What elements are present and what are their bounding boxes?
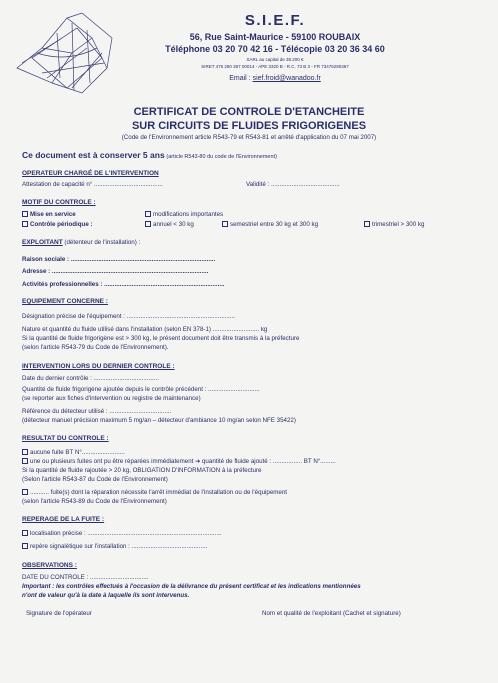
conserve-notice bbox=[22, 150, 277, 160]
checkbox-icon bbox=[22, 458, 28, 464]
attestation-field[interactable]: Attestation de capacité n° ........................................ bbox=[22, 181, 163, 188]
email-link[interactable]: sief.froid@wanadoo.fr bbox=[252, 75, 321, 82]
section-reperage: REPERAGE DE LA FUITE : bbox=[22, 516, 105, 523]
trimestriel-label: trimestriel > 300 kg bbox=[372, 221, 425, 228]
signature-exploitant: Nom et qualité de l'exploitant (Cachet et signature) bbox=[262, 610, 401, 617]
modifications-checkbox[interactable] bbox=[145, 211, 223, 218]
article-r543-87: (Selon l'article R543-87 du Code de l'Environnement) bbox=[22, 476, 168, 483]
repere-checkbox[interactable] bbox=[22, 543, 207, 550]
checkbox-icon bbox=[22, 449, 28, 455]
aucune-fuite-label: aucune fuite BT N°......................... bbox=[30, 449, 125, 456]
checkbox-icon bbox=[22, 221, 28, 227]
date-dernier-controle-field[interactable]: Date du dernier contrôle : ...................................... bbox=[22, 375, 159, 382]
quantite-ajoutee-field[interactable]: Quantité de fluide frigorigène ajoutée depuis le contrôle précédent : .............................. bbox=[22, 386, 260, 393]
section-intervention: INTERVENTION LORS DU DERNIER CONTROLE : bbox=[22, 363, 175, 370]
important-line-2: n'ont de valeur qu'à la date à laquelle ils sont intervenus. bbox=[22, 592, 190, 599]
annuel-checkbox[interactable] bbox=[145, 221, 194, 228]
title-line-2: SUR CIRCUITS DE FLUIDES FRIGORIGENES bbox=[131, 120, 367, 132]
date-controle-field[interactable]: DATE DU CONTROLE : .................................. bbox=[22, 574, 149, 581]
trimestriel-checkbox[interactable] bbox=[364, 221, 424, 228]
modifications-label: modifications importantes bbox=[153, 211, 224, 218]
exploitant-heading: EXPLOITANT bbox=[22, 239, 63, 246]
company-phone: Téléphone 03 20 70 42 16 - Télécopie 03 20 36 34 60 bbox=[165, 44, 385, 54]
company-siret: SIRET 476 280 367 00014 - APE 3320 B - R.C. 73 B 3 - FR 73476280367 bbox=[201, 64, 349, 69]
section-exploitant bbox=[22, 239, 140, 246]
adresse-field[interactable]: Adresse : ........................................................................................... bbox=[22, 268, 209, 275]
checkbox-icon bbox=[364, 221, 370, 227]
checkbox-icon bbox=[222, 221, 228, 227]
section-resultat: RESULTAT DU CONTROLE : bbox=[22, 435, 109, 442]
company-name: S.I.E.F. bbox=[244, 12, 306, 29]
conserve-text: Ce document est à conserver 5 ans bbox=[22, 150, 165, 160]
aucune-fuite-checkbox[interactable] bbox=[22, 449, 125, 456]
equipement-article: (selon l'article R543-79 du Code de l'Environnement). bbox=[22, 344, 169, 351]
checkbox-icon bbox=[145, 211, 151, 217]
fuites-reparees-label: une ou plusieurs fuites ont pu être réparées immédiatement ➔ quantité de fluide ajouté : ................. BT N°......... bbox=[30, 458, 336, 465]
detecteur-note: (détecteur manuel précision maximum 5 mg/an – détecteur d'ambiance 10 mg/an selon NFE 35422) bbox=[22, 417, 296, 424]
nature-field[interactable]: Nature et quantité du fluide utilisé dans l'installation (selon EN 378-1) ........................... kg bbox=[22, 326, 268, 333]
obligation-note: Si la quantité de fluide rajoutée > 20 kg, OBLIGATION D'INFORMATION à la préfecture bbox=[22, 467, 262, 474]
checkbox-icon bbox=[22, 543, 28, 549]
mise-en-service-checkbox[interactable] bbox=[22, 211, 76, 218]
controle-periodique-checkbox[interactable] bbox=[22, 221, 93, 228]
reference-detecteur-field[interactable]: Référence du détecteur utilisé : .................................... bbox=[22, 408, 172, 415]
fuites-reparees-checkbox[interactable] bbox=[22, 458, 336, 465]
exploitant-note: (détenteur de l'installation) : bbox=[64, 239, 141, 246]
sief-logo bbox=[12, 8, 122, 100]
controle-periodique-label: Contrôle périodique : bbox=[30, 221, 93, 228]
section-observations: OBSERVATIONS : bbox=[22, 562, 77, 569]
localisation-checkbox[interactable] bbox=[22, 530, 222, 537]
section-operateur: OPERATEUR CHARGÉ DE L'INTERVENTION bbox=[22, 170, 159, 177]
email-label: Email : bbox=[229, 75, 251, 82]
checkbox-icon bbox=[22, 530, 28, 536]
important-line-1: Important : les contrôles effectués à l'occasion de la délivrance du présent certificat et les indications mentionnées bbox=[22, 583, 361, 590]
section-equipement: EQUIPEMENT CONCERNE : bbox=[22, 298, 108, 305]
checkbox-icon bbox=[22, 211, 28, 217]
semestriel-label: semestriel entre 30 kg et 300 kg bbox=[230, 221, 319, 228]
title-line-1: CERTIFICAT DE CONTROLE D'ETANCHEITE bbox=[133, 106, 365, 118]
semestriel-checkbox[interactable] bbox=[222, 221, 318, 228]
validite-field[interactable]: Validité : ........................................ bbox=[246, 181, 340, 188]
intervention-note: (se reporter aux fiches d'intervention ou registre de maintenance) bbox=[22, 395, 201, 402]
checkbox-icon bbox=[145, 221, 151, 227]
raison-sociale-field[interactable]: Raison sociale : .................................................................................... bbox=[22, 256, 216, 263]
arret-immediat-label: ........... fuite(s) dont la réparation nécessite l'arrêt immédiat de l'installation ou de l'équipement bbox=[30, 489, 288, 496]
signature-operateur: Signature de l'opérateur bbox=[26, 610, 92, 617]
equipement-note: Si la quantité de fluide frigorigène est > 300 kg, le présent document doit être transmis à la préfecture bbox=[22, 335, 300, 342]
activites-field[interactable]: Activités professionnelles : ...................................................................... bbox=[22, 281, 225, 288]
mise-en-service-label: Mise en service bbox=[30, 211, 76, 218]
conserve-ref: (article R543-80 du code de l'Environnement) bbox=[166, 154, 277, 160]
localisation-label: localisation précise : .............................................................................. bbox=[30, 530, 222, 537]
company-email-line bbox=[125, 75, 425, 82]
article-r543-89: (selon l'article R543-89 du Code de l'Environnement) bbox=[22, 498, 167, 505]
repere-label: repère signalétique sur l'installation : ............................................ bbox=[30, 543, 208, 550]
annuel-label: annuel < 30 kg bbox=[153, 221, 194, 228]
designation-field[interactable]: Désignation précise de l'équipement : ............................................................... bbox=[22, 313, 236, 320]
company-sarl: SARL au capital de 38.200 € bbox=[246, 57, 304, 62]
arret-immediat-checkbox[interactable] bbox=[22, 489, 287, 496]
company-address: 56, Rue Saint-Maurice - 59100 ROUBAIX bbox=[189, 32, 361, 42]
section-motif: MOTIF DU CONTROLE : bbox=[22, 199, 96, 206]
title-legal-reference: (Code de l'Environnement article R543-79 et R543-81 et arrêté d'application du 07 mai 2007) bbox=[121, 134, 377, 141]
checkbox-icon bbox=[22, 489, 28, 495]
